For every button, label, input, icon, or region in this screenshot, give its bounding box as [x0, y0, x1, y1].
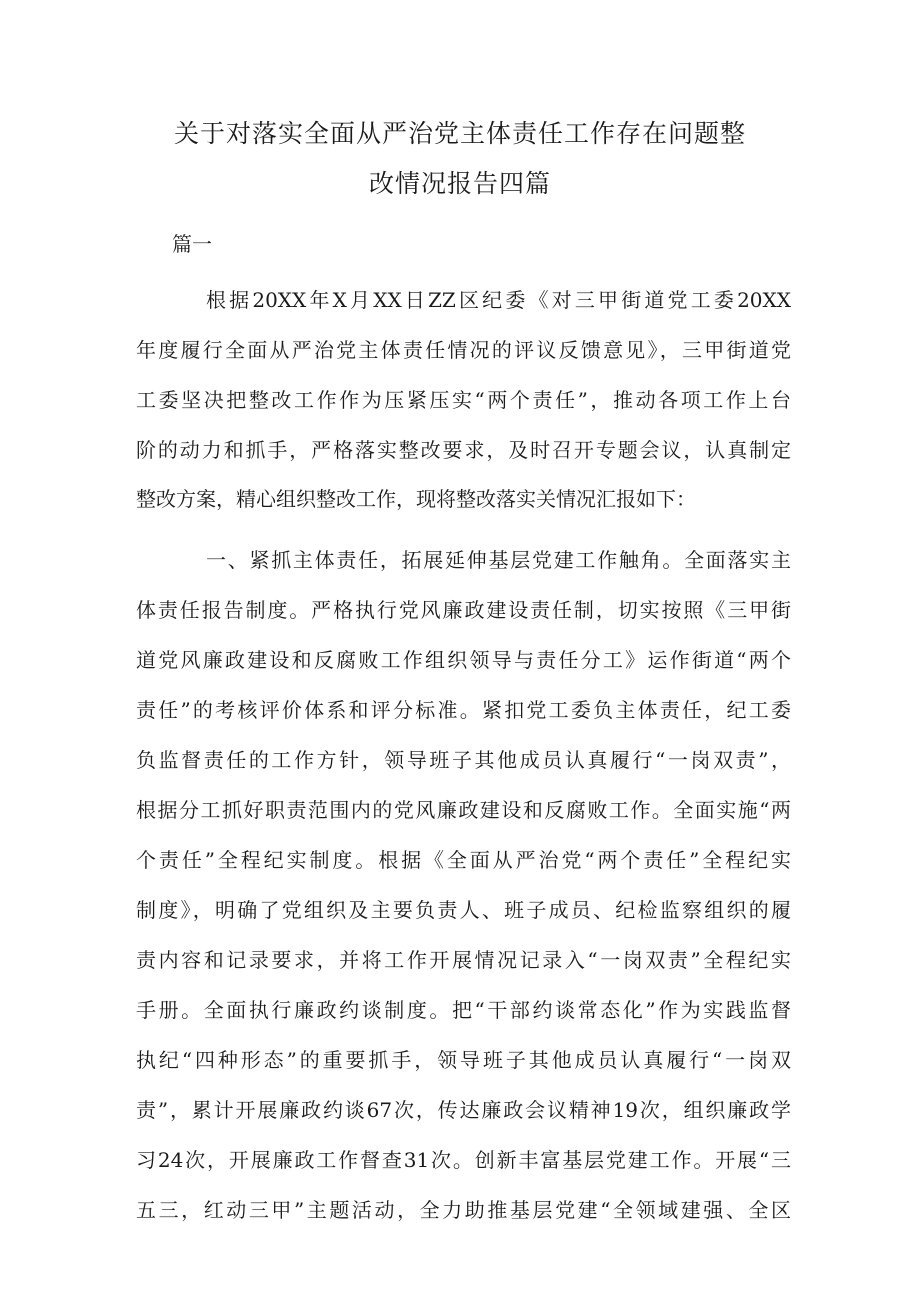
section-label: 篇一	[172, 232, 212, 256]
paragraph-2-line: 一、紧抓主体责任，拓展延伸基层党建工作触角。全面落实主	[206, 548, 791, 572]
paragraph-2-line: 道党风廉政建设和反腐败工作组织领导与责任分工》运作街道“两个	[136, 648, 791, 672]
paragraph-2-line: 体责任报告制度。严格执行党风廉政建设责任制，切实按照《三甲街	[136, 598, 791, 622]
paragraph-2-line: 根据分工抓好职责范围内的党风廉政建设和反腐败工作。全面实施“两	[136, 798, 791, 822]
paragraph-2-line: 习24次，开展廉政工作督查31次。创新丰富基层党建工作。开展“三	[136, 1148, 791, 1172]
paragraph-2-line: 责”，累计开展廉政约谈67次，传达廉政会议精神19次，组织廉政学	[136, 1098, 791, 1122]
paragraph-2-line: 五三，红动三甲”主题活动，全力助推基层党建“全领域建强、全区	[136, 1198, 791, 1222]
paragraph-2-line: 责内容和记录要求，并将工作开展情况记录入“一岗双责”全程纪实	[136, 948, 791, 972]
paragraph-2-line: 责任”的考核评价体系和评分标准。紧扣党工委负主体责任，纪工委	[136, 698, 791, 722]
paragraph-1-line: 根据20XX年X月XX日ZZ区纪委《对三甲街道党工委20XX	[206, 288, 791, 312]
document-title-line-2: 改情况报告四篇	[368, 169, 551, 198]
paragraph-2-line: 制度》，明确了党组织及主要负责人、班子成员、纪检监察组织的履	[136, 898, 791, 922]
paragraph-2-line: 手册。全面执行廉政约谈制度。把“干部约谈常态化”作为实践监督	[136, 998, 791, 1022]
paragraph-1-line: 整改方案，精心组织整改工作，现将整改落实关情况汇报如下：	[136, 487, 696, 511]
paragraph-1-line: 工委坚决把整改工作作为压紧压实“两个责任”，推动各项工作上台	[136, 388, 791, 412]
paragraph-1-line: 年度履行全面从严治党主体责任情况的评议反馈意见》，三甲街道党	[136, 338, 791, 362]
paragraph-1-line: 阶的动力和抓手，严格落实整改要求，及时召开专题会议，认真制定	[136, 438, 791, 462]
paragraph-2-line: 执纪“四种形态”的重要抓手，领导班子其他成员认真履行“一岗双	[136, 1048, 791, 1072]
paragraph-2-line: 个责任”全程纪实制度。根据《全面从严治党“两个责任”全程纪实	[136, 848, 791, 872]
paragraph-2-line: 负监督责任的工作方针，领导班子其他成员认真履行“一岗双责”，	[136, 748, 791, 772]
document-title-line-1: 关于对落实全面从严治党主体责任工作存在问题整	[173, 119, 746, 148]
